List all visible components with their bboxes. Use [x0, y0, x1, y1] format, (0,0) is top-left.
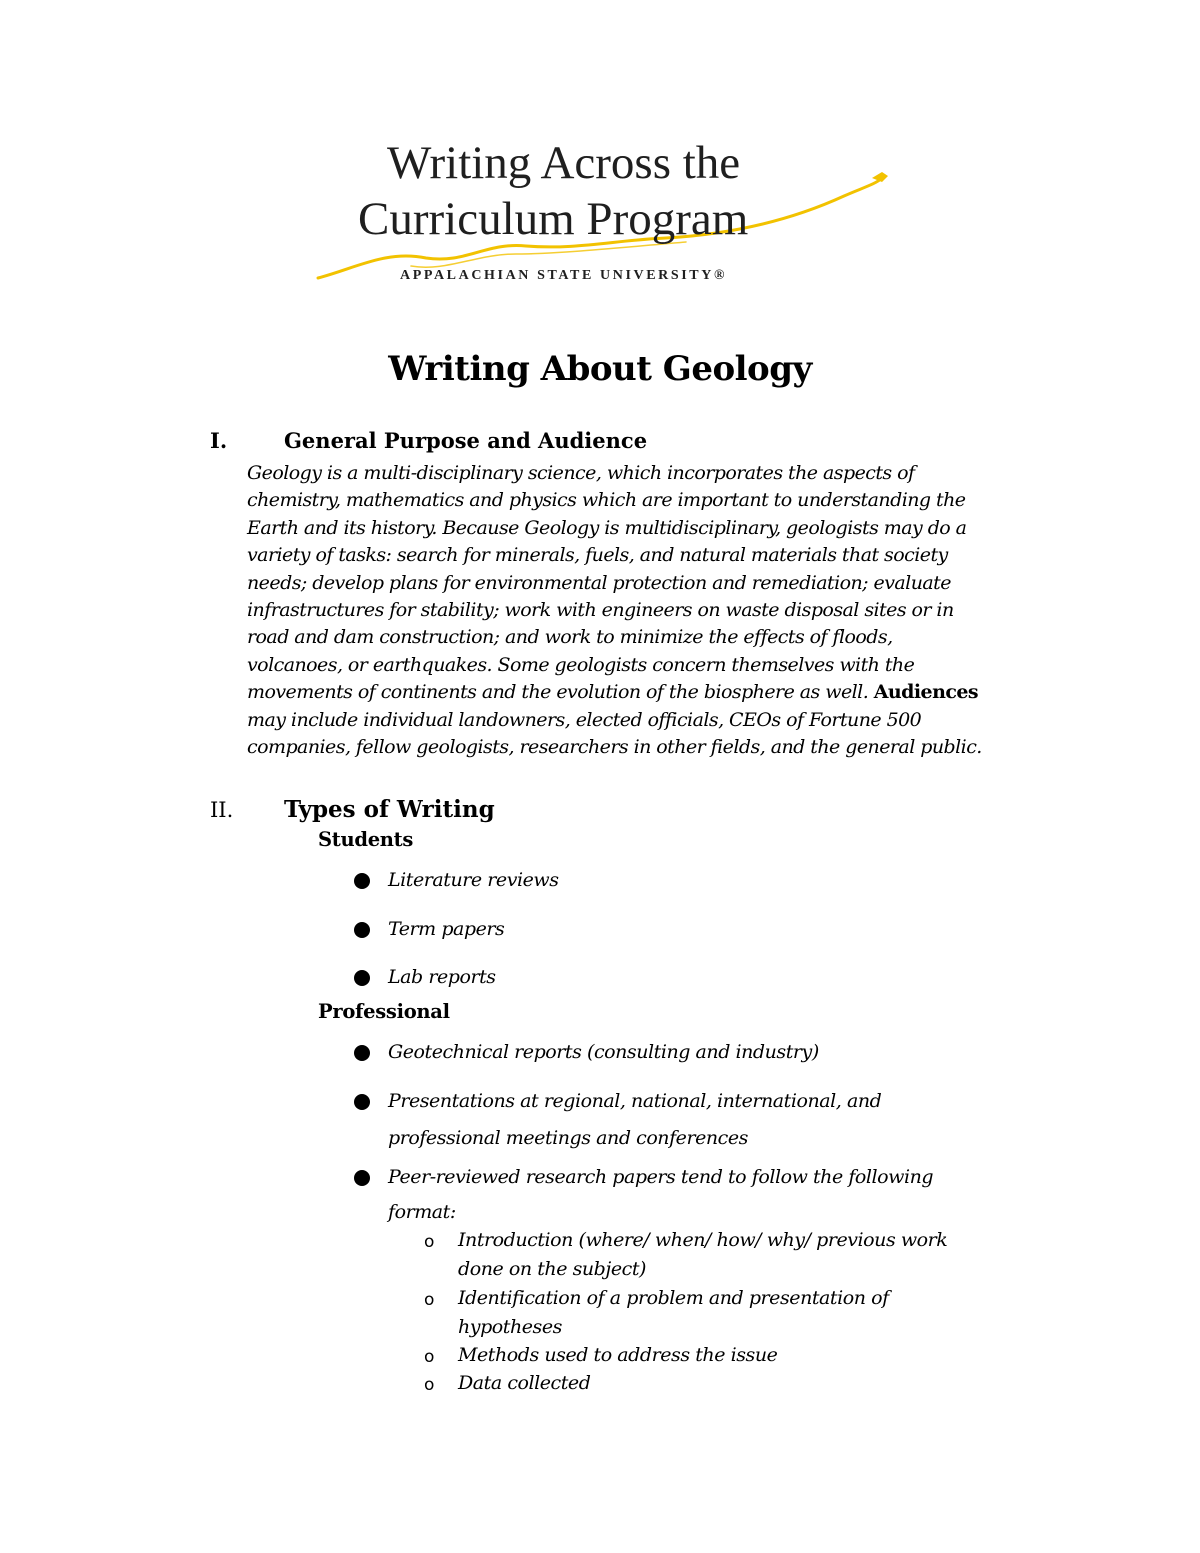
sub-bullet-icon: o — [424, 1290, 435, 1310]
section-1-number: I. — [210, 428, 228, 453]
bird-icon — [872, 172, 888, 182]
list-item-continued: professional meetings and conferences — [388, 1127, 748, 1149]
para-line: volcanoes, or earthquakes. Some geologists concern themselves with the — [247, 653, 915, 676]
para-line: road and dam construction; and work to minimize the effects of floods, — [247, 626, 893, 649]
sub-list-item-continued: hypotheses — [458, 1316, 562, 1338]
bullet-icon — [354, 873, 370, 889]
para-line: Geology is a multi-disciplinary science, which incorporates the aspects of — [247, 462, 915, 484]
para-line: movements of continents and the evolution of the biosphere as well. — [247, 681, 869, 704]
list-item: Geotechnical reports (consulting and industry) — [388, 1041, 819, 1063]
logo-line-1: Writing Across the — [387, 137, 741, 189]
para-line: chemistry, mathematics and physics which are important to understanding the — [247, 489, 966, 512]
list-item: Term papers — [388, 918, 505, 940]
list-item: Lab reports — [388, 966, 496, 988]
sub-list-item-continued: done on the subject) — [458, 1258, 646, 1280]
students-heading: Students — [318, 828, 414, 851]
logo-line-2: Curriculum Program — [358, 193, 749, 245]
section-2-heading: Types of Writing — [284, 796, 495, 823]
section-1-paragraph — [247, 460, 1047, 761]
list-item-continued: format: — [388, 1201, 456, 1223]
para-line: variety of tasks: search for minerals, fuels, and natural materials that society — [247, 544, 948, 567]
sub-list-item: Identification of a problem and presentation of — [458, 1287, 889, 1309]
sub-list-item: Introduction (where/ when/ how/ why/ previous work — [458, 1229, 948, 1251]
bullet-icon — [354, 970, 370, 986]
university-name: APPALACHIAN STATE UNIVERSITY® — [400, 268, 728, 283]
para-line: companies, fellow geologists, researchers in other fields, and the general public. — [247, 736, 982, 759]
sub-list-item: Methods used to address the issue — [458, 1344, 778, 1366]
professional-heading: Professional — [318, 1000, 450, 1023]
sub-bullet-icon: o — [424, 1375, 435, 1395]
bullet-icon — [354, 1045, 370, 1061]
program-logo — [316, 132, 896, 292]
list-item: Literature reviews — [388, 869, 559, 891]
list-item: Peer-reviewed research papers tend to follow the following — [388, 1166, 934, 1188]
audiences-label: Audiences — [873, 681, 979, 704]
sub-bullet-icon: o — [424, 1347, 435, 1367]
section-2-number: II. — [210, 798, 234, 822]
bullet-icon — [354, 922, 370, 938]
section-1-heading: General Purpose and Audience — [284, 428, 648, 453]
sub-bullet-icon: o — [424, 1232, 435, 1252]
sub-list-item: Data collected — [458, 1372, 591, 1394]
list-item: Presentations at regional, national, international, and — [388, 1090, 882, 1112]
para-line: Earth and its history. Because Geology is multidisciplinary, geologists may do a — [247, 516, 967, 539]
para-line: may include individual landowners, elected officials, CEOs of Fortune 500 — [247, 708, 922, 731]
bullet-icon — [354, 1094, 370, 1110]
document-title: Writing About Geology — [388, 349, 812, 389]
para-line: needs; develop plans for environmental protection and remediation; evaluate — [247, 571, 951, 594]
bullet-icon — [354, 1170, 370, 1186]
para-line: infrastructures for stability; work with engineers on waste disposal sites or in — [247, 599, 954, 622]
